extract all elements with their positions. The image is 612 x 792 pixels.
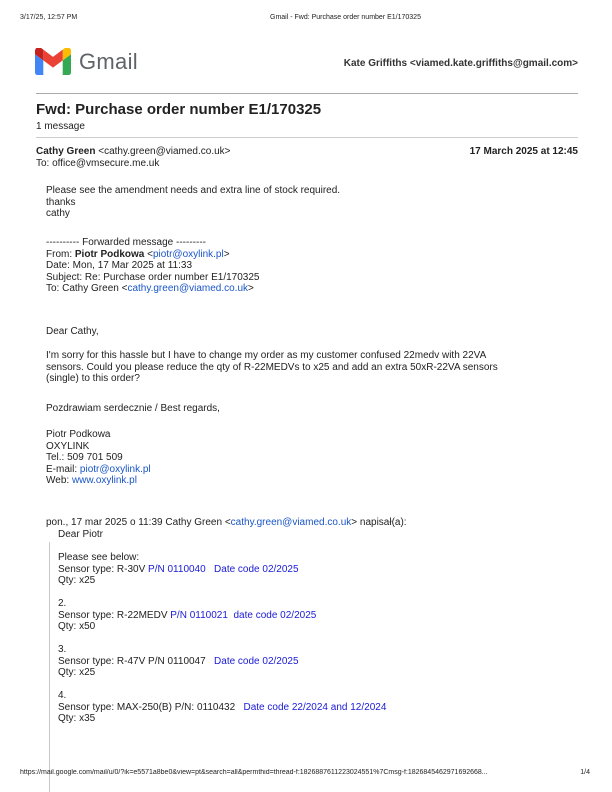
signature: Piotr Podkowa OXYLINK Tel.: 509 701 509 E-mail: piotr@oxylink.pl Web: www.oxylink.pl [46, 429, 151, 486]
qty-4: Qty: x35 [58, 713, 96, 724]
fwd-from: From: Piotr Podkowa <piotr@oxylink.pl> [46, 248, 230, 260]
sender-line [36, 146, 231, 158]
fwd-subject: Subject: Re: Purchase order number E1/170325 [46, 271, 260, 283]
pn-1: P/N 0110040 [148, 563, 206, 575]
gmail-wordmark: Gmail [79, 49, 138, 74]
qty-3: Qty: x25 [58, 667, 96, 678]
qty-1: Qty: x25 [58, 575, 96, 586]
pn-2: P/N 0110021 [170, 609, 228, 621]
fwd-date: Date: Mon, 17 Mar 2025 at 11:33 [46, 260, 193, 271]
fwd-to-email-link[interactable]: cathy.green@viamed.co.uk [127, 283, 249, 294]
fwd-from-name: Piotr Podkowa [74, 248, 145, 260]
sig-web-link[interactable]: www.oxylink.pl [71, 475, 137, 486]
sig-name: Piotr Podkowa [46, 429, 111, 440]
regards: Pozdrawiam serdecznie / Best regards, [46, 403, 220, 414]
order-item-4: Sensor type: MAX-250(B) P/N: 0110432 Date code 22/2024 and 12/2024 [58, 701, 387, 713]
order-item-1: Sensor type: R-30V P/N 0110040 Date code 02/2025 [58, 563, 299, 575]
forwarded-label: ---------- Forwarded message --------- [46, 237, 206, 248]
item-number-4: 4. [58, 690, 67, 701]
print-page-title: Gmail - Fwd: Purchase order number E1/170325 [270, 14, 421, 21]
intro-line: cathy [46, 208, 70, 219]
message-count: 1 message [36, 121, 85, 132]
intro-text [46, 185, 340, 220]
pn-3: P/N 0110047 [148, 655, 206, 667]
order-item-3: Sensor type: R-47V P/N 0110047 Date code 02/2025 [58, 655, 299, 667]
qty-2: Qty: x50 [58, 621, 96, 632]
date-code-2: date code 02/2025 [233, 609, 317, 621]
subject-divider [36, 137, 578, 138]
intro-line: thanks [46, 196, 76, 208]
print-page-number: 1/4 [580, 769, 590, 776]
quote-header: pon., 17 mar 2025 o 11:39 Cathy Green <cathy.green@viamed.co.uk> napisał(a): [46, 517, 407, 528]
gmail-logo[interactable] [35, 48, 71, 80]
sender-name: Cathy Green [36, 146, 96, 157]
quote-email-link[interactable]: cathy.green@viamed.co.uk [230, 517, 352, 528]
fwd-from-email-link[interactable]: piotr@oxylink.pl [152, 248, 224, 260]
sig-tel: Tel.: 509 701 509 [46, 452, 123, 463]
recipient-line: To: office@vmsecure.me.uk [36, 158, 160, 169]
fwd-to: To: Cathy Green <cathy.green@viamed.co.uk> [46, 283, 254, 294]
quote-bar [49, 542, 50, 792]
header-divider [36, 93, 578, 94]
print-footer-url: https://mail.google.com/mail/u/0/?ik=e5571a8be0&view=pt&search=all&permthid=thread-f:1826887611223024551%7Cmsg-f:1826845462971692668... [20, 769, 488, 776]
pn-4: P/N: 0110432 [174, 701, 236, 713]
greeting: Dear Cathy, [46, 326, 99, 337]
body-line: (single) to this order? [46, 373, 140, 384]
print-datetime: 3/17/25, 12:57 PM [20, 14, 78, 21]
body-line: I'm sorry for this hassle but I have to change my order as my customer confused 22medv with 22VA [46, 350, 487, 361]
order-item-2: Sensor type: R-22MEDV P/N 0110021 date code 02/2025 [58, 609, 317, 621]
item-number-2: 2. [58, 598, 67, 609]
item-number-3: 3. [58, 644, 67, 655]
date-code-1: Date code 02/2025 [214, 563, 299, 575]
forwarded-block [46, 237, 259, 295]
body-line: sensors. Could you please reduce the qty of R-22MEDVs to x25 and add an extra 50xR-22VA sensors [46, 361, 498, 373]
thread-subject: Fwd: Purchase order number E1/170325 [36, 101, 322, 118]
account-label: Kate Griffiths <viamed.kate.griffiths@gmail.com> [343, 58, 578, 69]
sig-email-link[interactable]: piotr@oxylink.pl [79, 463, 151, 475]
date-code-4: Date code 22/2024 and 12/2024 [243, 701, 387, 713]
quote-intro: Please see below: [58, 552, 140, 563]
body-text [46, 350, 498, 385]
message-date: 17 March 2025 at 12:45 [469, 146, 578, 157]
quote-greeting: Dear Piotr [58, 529, 104, 540]
intro-line: Please see the amendment needs and extra line of stock required. [46, 185, 341, 196]
sig-company: OXYLINK [46, 440, 90, 452]
date-code-3: Date code 02/2025 [214, 655, 299, 667]
gmail-m-icon [35, 48, 71, 75]
sender-email[interactable]: <cathy.green@viamed.co.uk> [98, 146, 231, 157]
quoted-message [58, 529, 386, 725]
